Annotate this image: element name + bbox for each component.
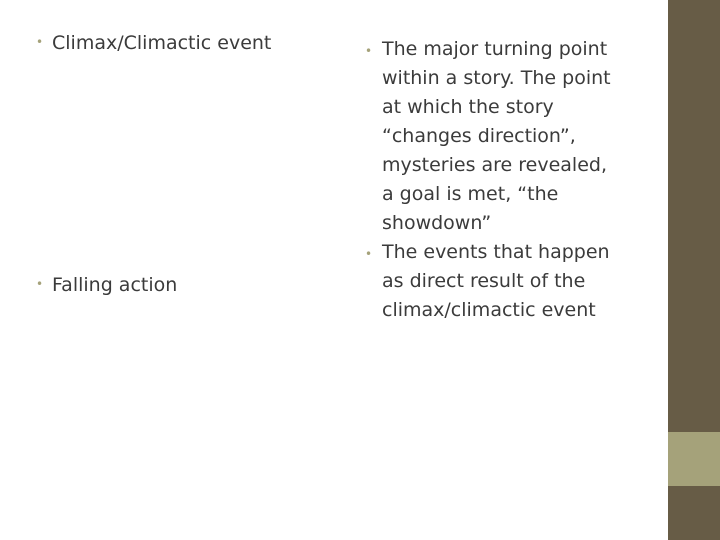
bullet-icon: •: [36, 35, 44, 49]
term-label: Falling action: [52, 274, 178, 296]
definition-text: The events that happen as direct result of the climax/climactic event: [382, 241, 610, 321]
definition-text: The major turning point within a story. The point at which the story “changes direction”, mysteries are revealed, a goal is met, “the showdown”: [382, 38, 611, 234]
definition-list: [362, 35, 612, 325]
bullet-icon: •: [36, 277, 44, 291]
bullet-icon: •: [365, 44, 373, 58]
term-falling-action: [36, 274, 178, 296]
bullet-icon: •: [365, 247, 373, 261]
term-label: Climax/Climactic event: [52, 32, 272, 54]
term-climax: [36, 32, 272, 54]
sidebar-accent-block: [668, 432, 720, 486]
definition-falling-action: [362, 238, 612, 325]
definition-climax: [362, 35, 612, 238]
